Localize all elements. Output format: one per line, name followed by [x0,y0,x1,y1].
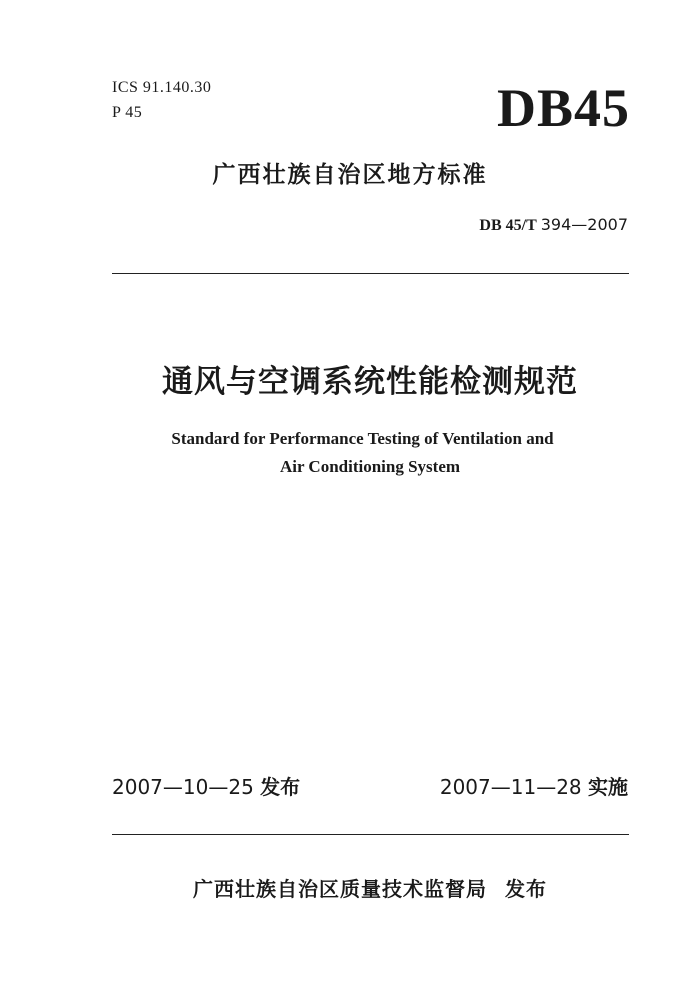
chinese-title: 通风与空调系统性能检测规范 [162,364,578,400]
publish-label: 发布 [505,877,547,901]
ics-code: ICS 91.140.30 [112,79,212,96]
implementation-date-value: 2007—11—28 [439,775,582,799]
standard-number [479,214,628,237]
issue-date-label: 发布 [260,775,301,799]
implementation-date-label: 实施 [588,775,628,799]
publisher-name: 广西壮族自治区质量技术监督局 [193,877,487,901]
implementation-date [440,773,628,801]
english-title-line-2: Air Conditioning System [279,457,461,476]
bottom-divider [112,834,629,835]
standard-number-rest: 394—2007 [540,215,628,234]
publisher-line [0,875,700,903]
top-divider [112,273,629,274]
english-title-line-1: Standard for Performance Testing of Ventilation and [171,429,554,448]
standard-code-logo: DB45 [496,78,630,138]
classification-code: P 45 [112,104,143,121]
standard-number-prefix: DB 45/T [479,217,537,234]
standard-type-heading: 广西壮族自治区地方标准 [212,162,488,188]
issue-date-value: 2007—10—25 [112,775,254,799]
issue-date [112,773,300,801]
